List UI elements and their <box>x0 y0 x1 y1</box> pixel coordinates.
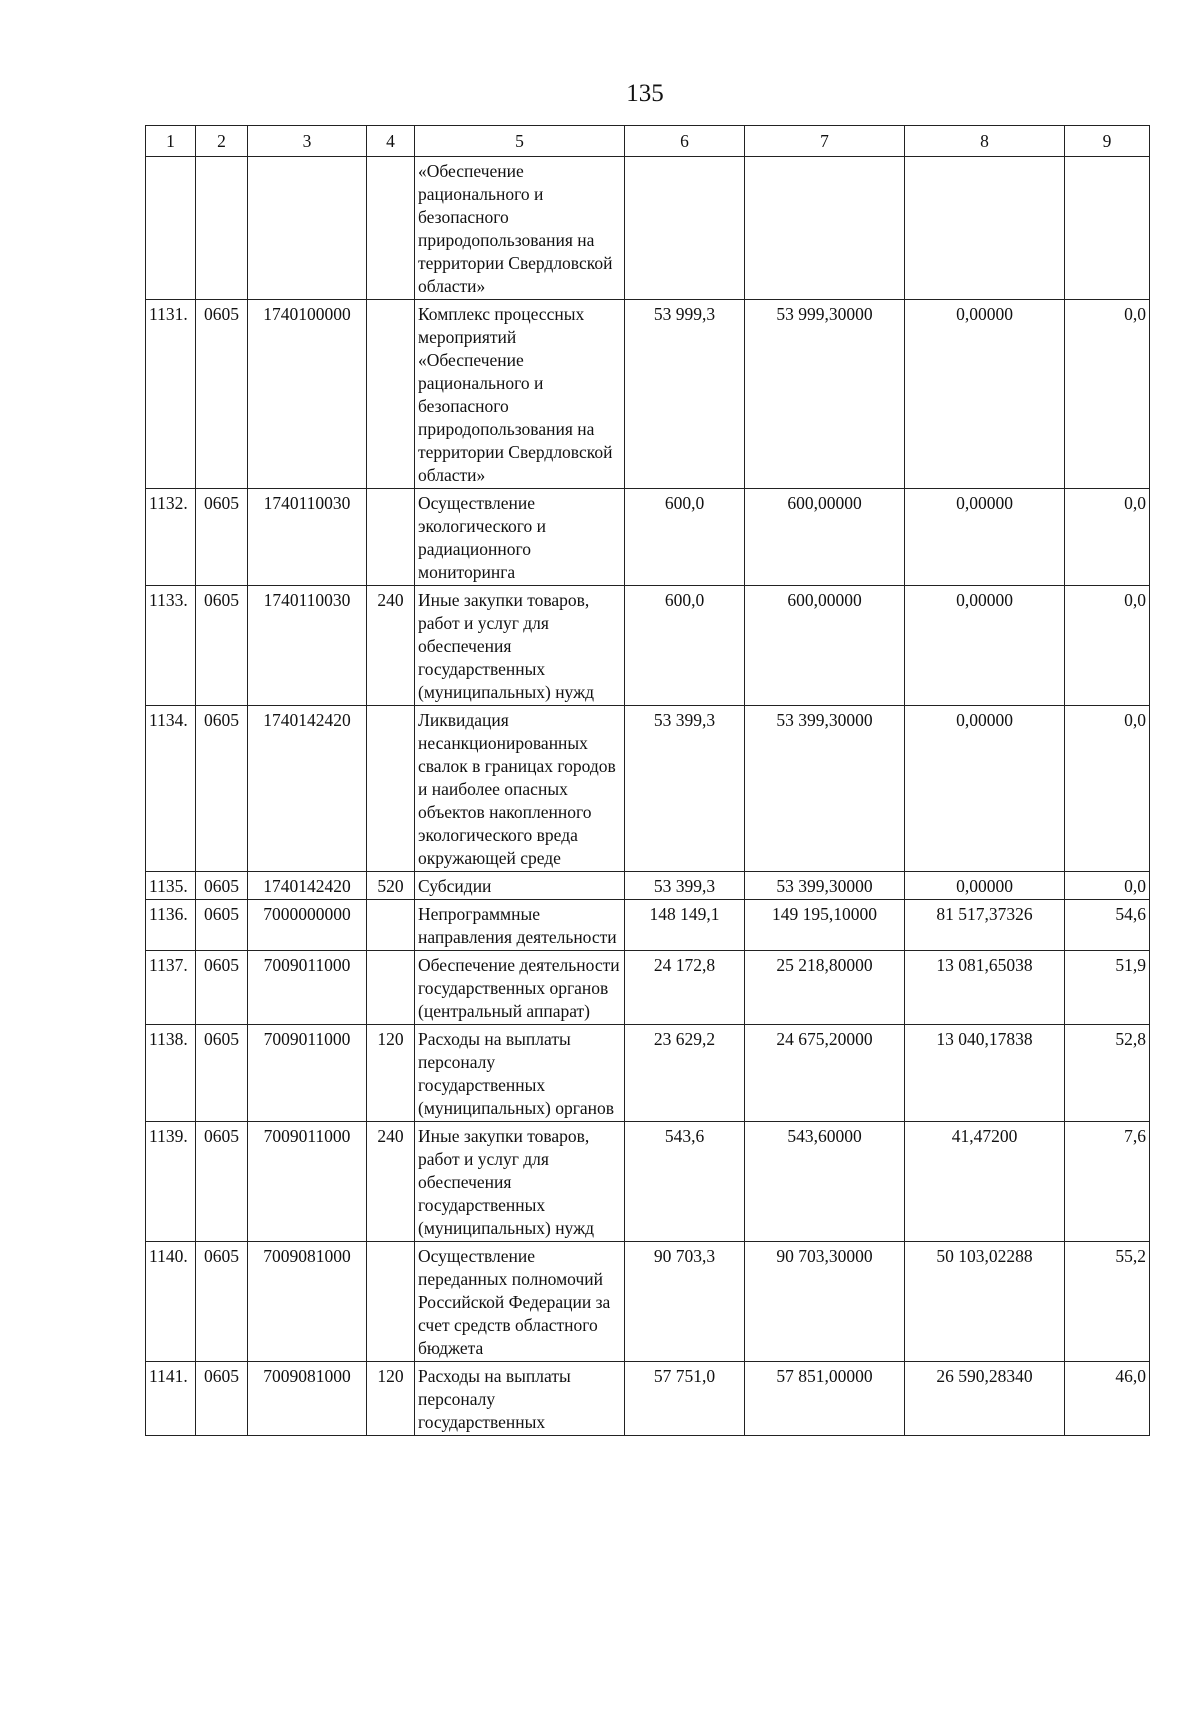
budget-table <box>145 125 1150 1436</box>
plan-amount-cell: 53 399,3 <box>625 872 745 900</box>
table-row <box>146 872 1150 900</box>
executed-amount-cell: 26 590,28340 <box>905 1362 1065 1436</box>
section-code-cell: 0605 <box>196 900 248 951</box>
table-row <box>146 1362 1150 1436</box>
expense-type-code-cell <box>367 900 415 951</box>
target-article-code-cell: 7009011000 <box>248 951 367 1025</box>
expense-type-code-cell <box>367 157 415 300</box>
expense-name-cell: Иные закупки товаров, работ и услуг для обеспечения государственных (муниципальных) нужд <box>415 586 625 706</box>
expense-name-cell: Субсидии <box>415 872 625 900</box>
expense-type-code-cell: 240 <box>367 586 415 706</box>
header-cell: 3 <box>248 126 367 157</box>
executed-amount-cell: 0,00000 <box>905 872 1065 900</box>
executed-amount-cell: 13 081,65038 <box>905 951 1065 1025</box>
target-article-code-cell: 7009081000 <box>248 1362 367 1436</box>
adjusted-amount-cell: 57 851,00000 <box>745 1362 905 1436</box>
adjusted-amount-cell: 25 218,80000 <box>745 951 905 1025</box>
executed-amount-cell: 0,00000 <box>905 586 1065 706</box>
executed-amount-cell: 0,00000 <box>905 706 1065 872</box>
expense-name-cell: Расходы на выплаты персоналу государственных (муниципальных) органов <box>415 1025 625 1122</box>
expense-type-code-cell <box>367 706 415 872</box>
row-number-cell: 1141. <box>146 1362 196 1436</box>
section-code-cell: 0605 <box>196 300 248 489</box>
execution-percent-cell: 0,0 <box>1065 300 1150 489</box>
table-row <box>146 157 1150 300</box>
expense-type-code-cell: 520 <box>367 872 415 900</box>
execution-percent-cell: 0,0 <box>1065 586 1150 706</box>
execution-percent-cell: 7,6 <box>1065 1122 1150 1242</box>
row-number-cell: 1131. <box>146 300 196 489</box>
execution-percent-cell: 0,0 <box>1065 872 1150 900</box>
row-number-cell: 1134. <box>146 706 196 872</box>
expense-name-cell: Осуществление экологического и радиационного мониторинга <box>415 489 625 586</box>
plan-amount-cell: 53 399,3 <box>625 706 745 872</box>
target-article-code-cell: 7009081000 <box>248 1242 367 1362</box>
adjusted-amount-cell: 600,00000 <box>745 489 905 586</box>
execution-percent-cell: 54,6 <box>1065 900 1150 951</box>
table-row <box>146 706 1150 872</box>
target-article-code-cell: 1740142420 <box>248 872 367 900</box>
header-cell: 8 <box>905 126 1065 157</box>
table-row <box>146 1242 1150 1362</box>
executed-amount-cell: 13 040,17838 <box>905 1025 1065 1122</box>
table-row <box>146 300 1150 489</box>
expense-name-cell: Ликвидация несанкционированных свалок в границах городов и наиболее опасных объектов накопленного экологического вреда окружающей среде <box>415 706 625 872</box>
executed-amount-cell: 81 517,37326 <box>905 900 1065 951</box>
row-number-cell: 1133. <box>146 586 196 706</box>
header-cell: 6 <box>625 126 745 157</box>
section-code-cell: 0605 <box>196 1362 248 1436</box>
section-code-cell: 0605 <box>196 586 248 706</box>
expense-type-code-cell: 240 <box>367 1122 415 1242</box>
expense-type-code-cell <box>367 951 415 1025</box>
section-code-cell: 0605 <box>196 951 248 1025</box>
header-cell: 9 <box>1065 126 1150 157</box>
row-number-cell <box>146 157 196 300</box>
adjusted-amount-cell: 543,60000 <box>745 1122 905 1242</box>
expense-name-cell: Обеспечение деятельности государственных органов (центральный аппарат) <box>415 951 625 1025</box>
expense-type-code-cell <box>367 300 415 489</box>
table-row <box>146 1025 1150 1122</box>
section-code-cell <box>196 157 248 300</box>
adjusted-amount-cell: 53 399,30000 <box>745 706 905 872</box>
target-article-code-cell: 7009011000 <box>248 1025 367 1122</box>
row-number-cell: 1136. <box>146 900 196 951</box>
row-number-cell: 1135. <box>146 872 196 900</box>
target-article-code-cell <box>248 157 367 300</box>
plan-amount-cell: 148 149,1 <box>625 900 745 951</box>
header-cell: 5 <box>415 126 625 157</box>
target-article-code-cell: 7000000000 <box>248 900 367 951</box>
table-row <box>146 586 1150 706</box>
plan-amount-cell: 23 629,2 <box>625 1025 745 1122</box>
target-article-code-cell: 1740142420 <box>248 706 367 872</box>
execution-percent-cell: 46,0 <box>1065 1362 1150 1436</box>
header-cell: 2 <box>196 126 248 157</box>
adjusted-amount-cell: 149 195,10000 <box>745 900 905 951</box>
expense-name-cell: Осуществление переданных полномочий Российской Федерации за счет средств областного бюджета <box>415 1242 625 1362</box>
executed-amount-cell <box>905 157 1065 300</box>
execution-percent-cell: 0,0 <box>1065 489 1150 586</box>
expense-type-code-cell <box>367 1242 415 1362</box>
row-number-cell: 1137. <box>146 951 196 1025</box>
executed-amount-cell: 0,00000 <box>905 300 1065 489</box>
plan-amount-cell: 600,0 <box>625 586 745 706</box>
adjusted-amount-cell: 600,00000 <box>745 586 905 706</box>
plan-amount-cell: 543,6 <box>625 1122 745 1242</box>
section-code-cell: 0605 <box>196 706 248 872</box>
expense-name-cell: «Обеспечение рационального и безопасного природопользования на территории Свердловской области» <box>415 157 625 300</box>
adjusted-amount-cell: 90 703,30000 <box>745 1242 905 1362</box>
adjusted-amount-cell: 53 999,30000 <box>745 300 905 489</box>
adjusted-amount-cell: 24 675,20000 <box>745 1025 905 1122</box>
expense-name-cell: Иные закупки товаров, работ и услуг для обеспечения государственных (муниципальных) нужд <box>415 1122 625 1242</box>
header-row <box>146 126 1150 157</box>
plan-amount-cell: 600,0 <box>625 489 745 586</box>
execution-percent-cell <box>1065 157 1150 300</box>
execution-percent-cell: 51,9 <box>1065 951 1150 1025</box>
header-cell: 1 <box>146 126 196 157</box>
header-cell: 7 <box>745 126 905 157</box>
section-code-cell: 0605 <box>196 1122 248 1242</box>
expense-name-cell: Расходы на выплаты персоналу государственных <box>415 1362 625 1436</box>
adjusted-amount-cell <box>745 157 905 300</box>
target-article-code-cell: 7009011000 <box>248 1122 367 1242</box>
table-row <box>146 900 1150 951</box>
executed-amount-cell: 50 103,02288 <box>905 1242 1065 1362</box>
execution-percent-cell: 55,2 <box>1065 1242 1150 1362</box>
plan-amount-cell: 24 172,8 <box>625 951 745 1025</box>
table-row <box>146 951 1150 1025</box>
expense-name-cell: Непрограммные направления деятельности <box>415 900 625 951</box>
target-article-code-cell: 1740110030 <box>248 586 367 706</box>
table-body <box>146 157 1150 1436</box>
adjusted-amount-cell: 53 399,30000 <box>745 872 905 900</box>
table-row <box>146 1122 1150 1242</box>
header-cell: 4 <box>367 126 415 157</box>
plan-amount-cell: 53 999,3 <box>625 300 745 489</box>
target-article-code-cell: 1740100000 <box>248 300 367 489</box>
row-number-cell: 1132. <box>146 489 196 586</box>
table-row <box>146 489 1150 586</box>
page-number: 135 <box>626 80 664 107</box>
row-number-cell: 1138. <box>146 1025 196 1122</box>
section-code-cell: 0605 <box>196 1242 248 1362</box>
expense-type-code-cell: 120 <box>367 1025 415 1122</box>
plan-amount-cell: 57 751,0 <box>625 1362 745 1436</box>
plan-amount-cell <box>625 157 745 300</box>
row-number-cell: 1139. <box>146 1122 196 1242</box>
section-code-cell: 0605 <box>196 872 248 900</box>
section-code-cell: 0605 <box>196 489 248 586</box>
target-article-code-cell: 1740110030 <box>248 489 367 586</box>
expense-type-code-cell: 120 <box>367 1362 415 1436</box>
executed-amount-cell: 41,47200 <box>905 1122 1065 1242</box>
expense-name-cell: Комплекс процессных мероприятий «Обеспечение рационального и безопасного природопользования на территории Свердловской области» <box>415 300 625 489</box>
executed-amount-cell: 0,00000 <box>905 489 1065 586</box>
execution-percent-cell: 52,8 <box>1065 1025 1150 1122</box>
execution-percent-cell: 0,0 <box>1065 706 1150 872</box>
plan-amount-cell: 90 703,3 <box>625 1242 745 1362</box>
row-number-cell: 1140. <box>146 1242 196 1362</box>
expense-type-code-cell <box>367 489 415 586</box>
section-code-cell: 0605 <box>196 1025 248 1122</box>
